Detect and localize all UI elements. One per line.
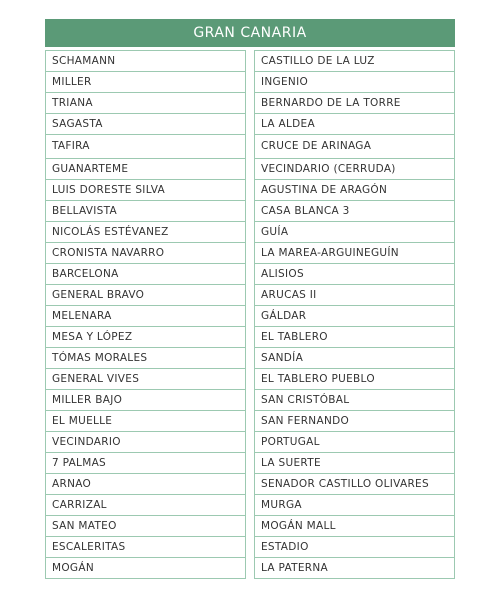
right-list-item: LA SUERTE — [255, 453, 454, 474]
left-list-item: TRIANA — [46, 93, 245, 114]
left-list-item: GENERAL VIVES — [46, 369, 245, 390]
left-list-item: ESCALERITAS — [46, 537, 245, 558]
right-list-item: ESTADIO — [255, 537, 454, 558]
right-list-item: EL TABLERO PUEBLO — [255, 369, 454, 390]
right-list-item: GÁLDAR — [255, 306, 454, 327]
left-list-item: CRONISTA NAVARRO — [46, 243, 245, 264]
right-list-item: SAN CRISTÓBAL — [255, 390, 454, 411]
left-list-item: MOGÁN — [46, 558, 245, 579]
left-list-item: CARRIZAL — [46, 495, 245, 516]
left-list-item: MILLER — [46, 72, 245, 93]
right-list-item: CASA BLANCA 3 — [255, 201, 454, 222]
right-list-item: GUÍA — [255, 222, 454, 243]
right-list-item: VECINDARIO (CERRUDA) — [255, 159, 454, 180]
right-list-item: BERNARDO DE LA TORRE — [255, 93, 454, 114]
right-list-item: CRUCE DE ARINAGA — [255, 135, 454, 159]
left-list-item: EL MUELLE — [46, 411, 245, 432]
left-list-item: LUIS DORESTE SILVA — [46, 180, 245, 201]
left-list-item: BARCELONA — [46, 264, 245, 285]
right-list-item: EL TABLERO — [255, 327, 454, 348]
right-list-item: LA ALDEA — [255, 114, 454, 135]
left-list-item: MESA Y LÓPEZ — [46, 327, 245, 348]
right-list-item: LA MAREA-ARGUINEGUÍN — [255, 243, 454, 264]
left-list-item: 7 PALMAS — [46, 453, 245, 474]
right-list-item: SANDÍA — [255, 348, 454, 369]
left-list-item: SAN MATEO — [46, 516, 245, 537]
left-list-item: ARNAO — [46, 474, 245, 495]
right-list-item: MOGÁN MALL — [255, 516, 454, 537]
right-list-item: ARUCAS II — [255, 285, 454, 306]
left-list-item: TÓMAS MORALES — [46, 348, 245, 369]
left-list-item: SAGASTA — [46, 114, 245, 135]
left-list-item: BELLAVISTA — [46, 201, 245, 222]
left-list-item: NICOLÁS ESTÉVANEZ — [46, 222, 245, 243]
left-list-item: GENERAL BRAVO — [46, 285, 245, 306]
right-list-item: ALISIOS — [255, 264, 454, 285]
left-list-item: SCHAMANN — [46, 51, 245, 72]
right-list-item: PORTUGAL — [255, 432, 454, 453]
right-list-item: AGUSTINA DE ARAGÓN — [255, 180, 454, 201]
left-list-item: VECINDARIO — [46, 432, 245, 453]
left-column — [45, 50, 246, 579]
right-list-item: INGENIO — [255, 72, 454, 93]
left-list-item: MILLER BAJO — [46, 390, 245, 411]
right-list-item: SENADOR CASTILLO OLIVARES — [255, 474, 454, 495]
left-list-item: MELENARA — [46, 306, 245, 327]
right-list-item: SAN FERNANDO — [255, 411, 454, 432]
right-list-item: LA PATERNA — [255, 558, 454, 579]
table-title: GRAN CANARIA — [45, 19, 455, 47]
left-list-item: TAFIRA — [46, 135, 245, 159]
right-list-item: MURGA — [255, 495, 454, 516]
right-column — [254, 50, 455, 579]
left-list-item: GUANARTEME — [46, 159, 245, 180]
right-list-item: CASTILLO DE LA LUZ — [255, 51, 454, 72]
